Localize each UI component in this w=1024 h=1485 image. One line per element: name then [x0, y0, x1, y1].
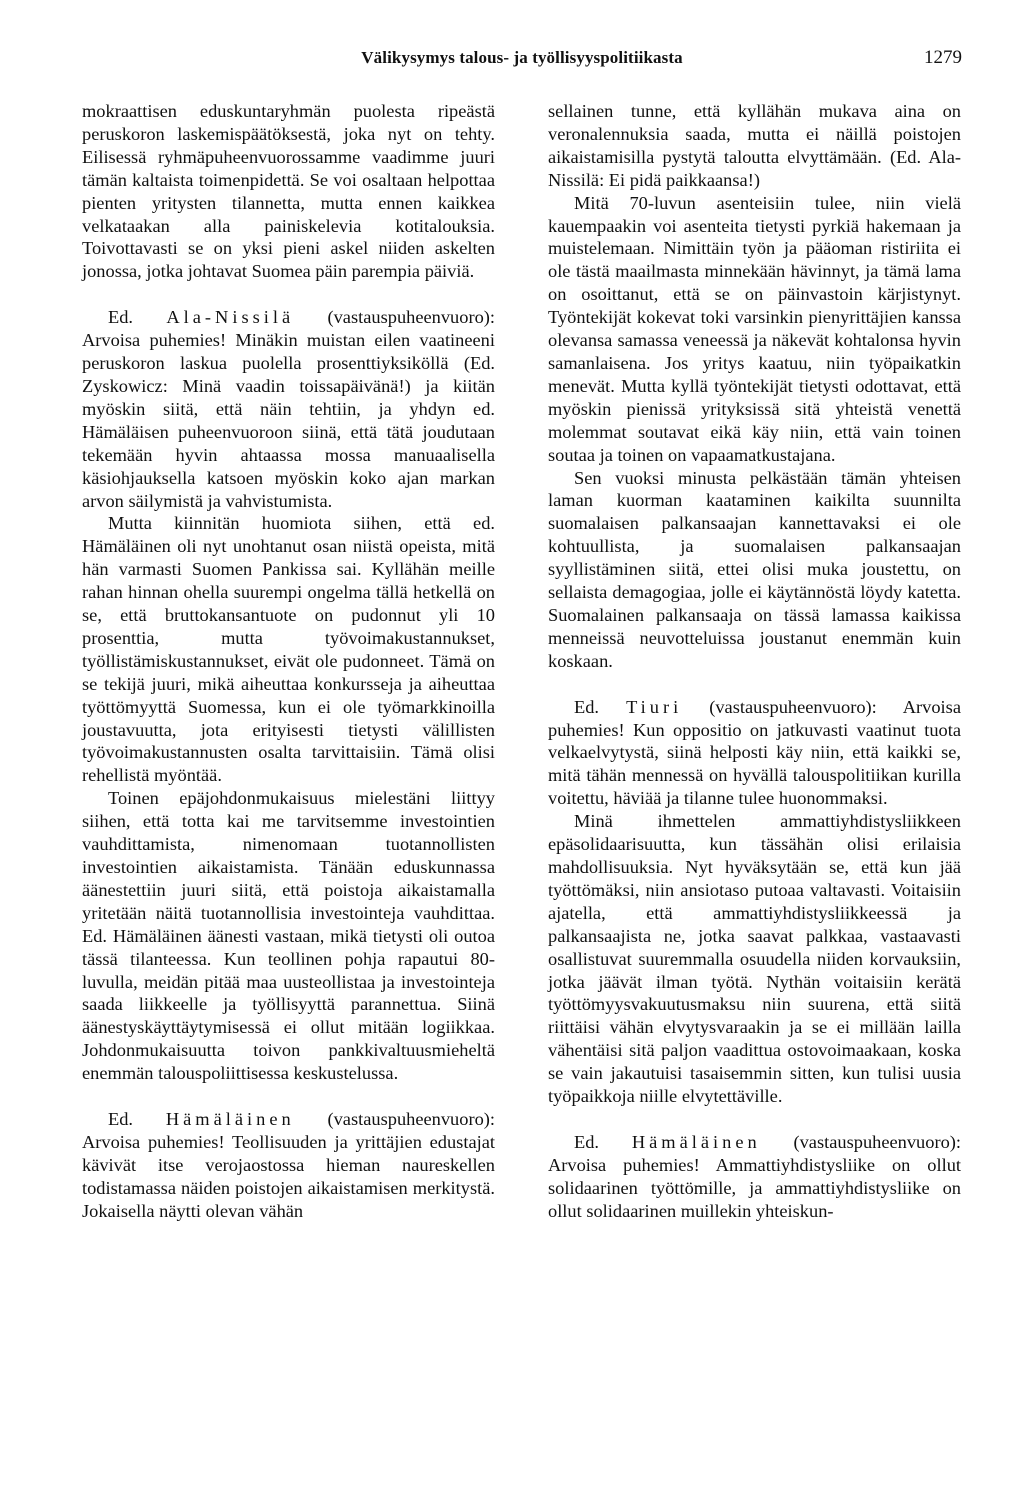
- paragraph: Sen vuoksi minusta pelkästään tämän yhteisen laman kuorman kaataminen kaikilta suunnilta suomalaisen palkansaajan kannettavaksi ei ole kohtuullista, ja suomalaisen palkansaajan syyllistäminen siitä, ettei olisi muka joustettu, on sellaista demagogiaa, jolle ei käytännöstä löydy katetta. Suomalainen palkansaaja on tässä lamassa kaikissa menneissä neuvotteluissa joustanut enemmän kuin koskaan.: [548, 467, 961, 671]
- paragraph: Mitä 70-luvun asenteisiin tulee, niin vielä kauempaakin voi asenteita tietysti pyrkiä hakemaan ja muistelemaan. Nimittäin työn ja pääoman ristiriita ei ole tästä maailmasta minnekään hävinnyt, ja tämä lama on osoittanut, että se on päinvastoin kärjistynyt. Työntekijät kokevat toki varsinkin pienyrittäjien kanssa olevansa samassa veneessä ja näkevät kohtalonsa hyvin samanlaisena. Jos yritys kaatuu, niin työpaikatkin menevät. Mutta kyllä työntekijät tietysti odottavat, että myöskin pienissä yrityksissä sitä yhteistä venettä molemmat soutavat eikä käy niin, että vain toinen soutaa ja toinen on vapaamatkustajana.: [548, 192, 961, 465]
- speech-text: Arvoisa puhemies! Teollisuuden ja yrittäjien edustajat kävivät itse verojaostossa hieman naureskellen todistamassa näiden poistojen aikaistamisen merkitystä. Jokaisella näytti olevan vähän: [82, 1131, 495, 1221]
- paragraph: mokraattisen eduskuntaryhmän puolesta ripeästä peruskoron laskemispäätöksestä, joka nyt on tehty. Eilisessä ryhmäpuheenvuorossamme vaadimme juuri tämän kaltaista toimenpidettä. Se voi osaltaan helpottaa pienten yritysten tilannetta, mutta ennen kaikkea velkataakan alla painiskelevia kotitalouksia. Toivottavasti se on yksi pieni askel niiden askelten jonossa, jotka johtavat Suomea päin parempia päiviä.: [82, 101, 495, 282]
- running-title: Välikysymys talous- ja työllisyyspolitiikasta: [361, 48, 683, 67]
- paragraph: Mutta kiinnitän huomiota siihen, että ed. Hämäläinen oli nyt unohtanut osan niistä opeista, mitä hän varmasti Suomen Pankissa sai. Kyllähän meille rahan hinnan ohella suurempi ongelma tällä hetkellä on se, että bruttokansantuote on pudonnut yli 10 prosenttia, mutta työvoimakustannukset, työllistämiskustannukset, eivät ole pudonneet. Tämä on se tekijä juuri, mikä aiheuttaa konkursseja ja aiheuttaa työttömyyttä Suomessa, kun ei ole työmarkkinoilla joustavuutta, jota erityisesti tietysti välillisten työvoimakustannusten osalta tarvittaisiin. Tämä olisi rehellistä myöntää.: [82, 513, 495, 786]
- speaker-name: Hämäläinen: [631, 1131, 761, 1152]
- speaker-note: (vastauspuheenvuoro):: [327, 307, 495, 328]
- speaker-prefix: Ed.: [574, 1131, 600, 1152]
- paragraph: Minä ihmettelen ammattiyhdistysliikkeen epäsolidaarisuutta, kun tässähän olisi erilaisia mahdollisuuksia. Nyt hyväksytään se, että kun jää työttömäksi, niin ansiotaso putoaa valtavasti. Voitaisiin ajatella, että ammattiyhdistysliikkeessä ja palkansaajista ne, jotka saavat palkkaa, vastaavasti osallistuvat suuremmalla osuudella niiden korvauksiin, jotka jäävät ilman työtä. Nythän voitaisiin kerätä työttömyysvakuutusmaksu niin suurena, että siitä riittäisi vähän elvytysvaraakin ja se ei millään lailla vähentäisi sitä paljon vaadittua ostovoimaakaan, koska se vain jakautuisi tasaisemmin sitten, kun tulisi uusia työpaikkoja niille elvytettäville.: [548, 811, 961, 1107]
- page-number: 1279: [924, 47, 962, 68]
- speaker-paragraph: [82, 306, 495, 512]
- paragraph: Toinen epäjohdonmukaisuus mielestäni liittyy siihen, että totta kai me tarvitsemme investointien vauhdittamista, nimenomaan tuotannollisten investointien aikaistamista. Tänään eduskunnassa äänestettiin juuri siitä, että poistoja aikaistamalla yritetään näitä tuotannollisia investointeja vauhdittaa. Ed. Hämäläinen äänesti vastaan, mikä tietysti oli outoa tässä tilanteessa. Kun teollinen pohja rapautui 80-luvulla, meidän pitää maa uusteollistaa ja investointeja saada liikkeelle ja työllisyyttä parannettua. Siinä äänestyskäyttäytymisessä ei ollut mitään logiikkaa. Johdonmukaisuutta toivon pankkivaltuusmieheltä enemmän talouspoliittisessa keskustelussa.: [82, 788, 495, 1084]
- left-column: [82, 100, 495, 1223]
- paragraph: sellainen tunne, että kyllähän mukava aina on veronalennuksia saada, mutta ei näillä poistojen aikaistamisilla pystytä taloutta elvyttämään. (Ed. Ala-Nissilä: Ei pidä paikkaansa!): [548, 101, 961, 190]
- speech-text: Arvoisa puhemies! Ammattiyhdistysliike on ollut solidaarinen työttömille, ja ammattiyhdistysliike on ollut solidaarinen muillekin yhteiskun-: [548, 1154, 961, 1221]
- speech-text: Arvoisa puhemies! Minäkin muistan eilen vaatineeni peruskoron laskua puolella prosenttiyksiköllä (Ed. Zyskowicz: Minä vaadin toissapäivänä!) ja kiitän myöskin siitä, että näin tehtiin, ja yhdyn ed. Hämäläisen puheenvuoroon siinä, että tätä joudutaan tekemään hyvin ahtaassa mossa manuaalisella käsiohjauksella katsoen myöskin koko ajan markan arvon säilymistä ja vahvistumista.: [82, 330, 495, 511]
- speaker-note: (vastauspuheenvuoro):: [327, 1109, 495, 1130]
- speaker-name: Hämäläinen: [165, 1109, 295, 1130]
- right-column: [548, 100, 961, 1223]
- speaker-note: (vastauspuheenvuoro):: [709, 696, 877, 717]
- speech-text: Arvoisa puhemies! Kun oppositio on jatkuvasti vaatinut tuota velkaelvytystä, siinä helposti käy niin, että kaikki se, mitä tähän mennessä on hyvällä talouspolitiikan kurilla voitettu, häviää ja tilanne tulee huonommaksi.: [548, 696, 961, 809]
- speaker-prefix: Ed.: [108, 1109, 134, 1130]
- running-header: [82, 48, 962, 76]
- speaker-name: Tiuri: [626, 696, 683, 717]
- speaker-paragraph: [548, 696, 961, 811]
- speaker-note: (vastauspuheenvuoro):: [793, 1131, 961, 1152]
- speaker-paragraph: [548, 1131, 961, 1223]
- speaker-paragraph: [82, 1108, 495, 1223]
- speaker-prefix: Ed.: [574, 696, 600, 717]
- speaker-prefix: Ed.: [108, 307, 134, 328]
- speaker-name: Ala-Nissilä: [166, 307, 295, 328]
